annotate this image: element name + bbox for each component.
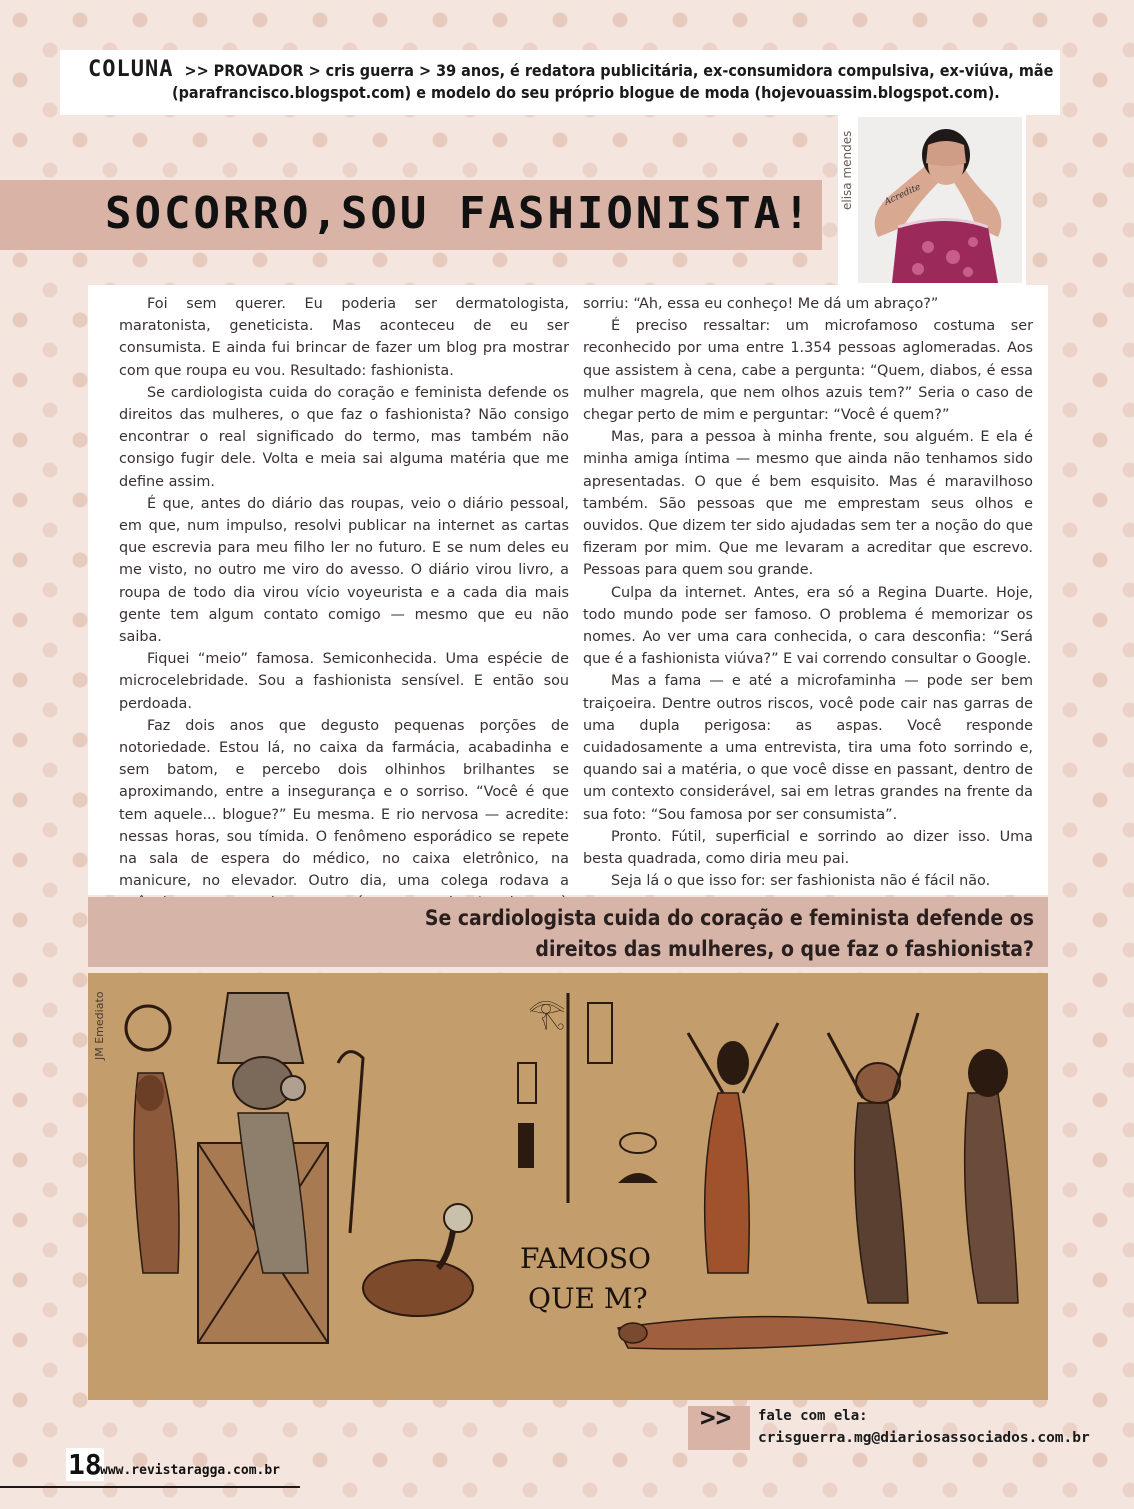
paragraph: É que, antes do diário das roupas, veio o diário pessoal, em que, num impulso, resolvi publicar na internet as cartas que escrevia para meu filho ler no futuro. E se num deles eu me visto, no outro me viro do avesso. O diário virou livro, a roupa de todo dia virou vício voyeurista e a cada dia mais gente tem algum contato comigo — mesmo que eu não saiba. xyxy=(119,495,569,646)
subsection-label: PROVADOR xyxy=(213,61,304,80)
paragraph: Foi sem querer. Eu poderia ser dermatologista, maratonista, geneticista. Mas aconteceu de eu ser consumista. E ainda fui brincar de fazer um blog pra mostrar com que roupa eu vou. Resultado: fashionista. xyxy=(119,296,569,379)
paragraph: Se cardiologista cuida do coração e feminista defende os direitos das mulheres, o que faz o fashionista? Não consigo encontrar o real significado do termo, mas também não consigo fugir dele. Volta e meia sai alguma matéria que me define assim. xyxy=(119,384,569,490)
photo-credit: elisa mendes xyxy=(840,130,854,210)
paragraph: Seja lá o que isso for: ser fashionista não é fácil não. xyxy=(611,873,991,890)
article-title: SOCORRO,SOU FASHIONISTA! xyxy=(105,188,813,239)
paragraph: É preciso ressaltar: um microfamoso costuma ser reconhecido por uma entre 1.354 pessoas aglomeradas. Aos que assistem à cena, cabe a pergunta: “Quem, diabos, é essa mulher magrela, que nem olhos azuis tem?” Seria o caso de chegar perto de mim e perguntar: “Você é quem?” xyxy=(583,318,1033,424)
column-right xyxy=(583,293,1033,892)
article-body xyxy=(88,285,1048,895)
contact-arrow: >> xyxy=(700,1403,732,1433)
egyptian-illustration xyxy=(88,973,1048,1400)
contact-label: fale com ela: xyxy=(758,1408,868,1424)
paragraph: Mas a fama — e até a microfaminha — pode ser bem traiçoeira. Dentre outros riscos, você pode cair nas garras de uma dupla perigosa: as aspas. Você responde cuidadosamente a uma entrevista, tira uma foto sorrindo e, quando sai a matéria, o que você disse en passant, dentro de um contexto considerável, sai em letras grandes na frente da sua foto: “Sou famosa por ser consumista”. xyxy=(583,673,1033,823)
paragraph: Faz dois anos que degusto pequenas porções de notoriedade. Estou lá, no caixa da farmácia, acabadinha e sem batom, e percebo dois olhinhos brilhantes se aproximando, entre a insegurança e o sorriso. “Você é que tem aquele... blogue?” Eu mesma. E rio nervosa — acredite: nessas horas, sou tímida. O fenômeno esporádico se repete na sala de espera do médico, no caixa eletrônico, na manicure, no elevador. Outro dia, uma colega rodava a xyxy=(119,717,569,890)
author-bio-line2: (parafrancisco.blogspot.com) e modelo do seu próprio blogue de moda (hojevouassim.blogspot.com). xyxy=(172,83,1000,102)
paragraph: Culpa da internet. Antes, era só a Regina Duarte. Hoje, todo mundo pode ser famoso. O problema é memorizar os nomes. Ao ver uma cara conhecida, o cara desconfia: “Será que é a fashionista viúva?” E vai correndo consultar o Google. xyxy=(583,584,1033,668)
paragraph: sorriu: “Ah, essa eu conheço! Me dá um abraço?” xyxy=(583,296,939,312)
author-photo xyxy=(858,117,1022,283)
illustration-credit: JM Emediato xyxy=(93,991,106,1060)
pull-quote: Se cardiologista cuida do coração e feminista defende os direitos das mulheres, o que faz o fashionista? xyxy=(424,906,1034,961)
column-left xyxy=(119,293,569,937)
column-header xyxy=(60,50,1060,115)
author-bio-line1: 39 anos, é redatora publicitária, ex-consumidora compulsiva, ex-viúva, mãe xyxy=(436,61,1054,80)
page-number: 18 xyxy=(68,1448,102,1481)
svg-text:𓂀: 𓂀 xyxy=(528,996,566,1031)
site-url[interactable]: www.revistaragga.com.br xyxy=(100,1463,281,1478)
illustration-text-line2: QUE M? xyxy=(528,1282,648,1315)
author-name: cris guerra xyxy=(325,61,415,80)
header-separator: > xyxy=(419,61,432,80)
contact-email-link[interactable]: crisguerra.mg@diariosassociados.com.br xyxy=(758,1430,1090,1446)
tattoo-text: Acredite xyxy=(883,182,923,208)
paragraph: Mas, para a pessoa à minha frente, sou alguém. E ela é minha amiga íntima — mesmo que ainda não tenhamos sido apresentadas. O que é bem esquisito. Mas é maravilhoso também. São pessoas que me emprestam seus olhos e ouvidos. Que dizem ter sido ajudadas sem ter a noção do que fizeram por mim. Que me levaram a acreditar que escrevo. Pessoas para quem sou grande. xyxy=(583,429,1033,579)
illustration-text-line1: FAMOSO xyxy=(520,1242,651,1275)
section-label: COLUNA xyxy=(88,57,174,82)
paragraph: Pronto. Fútil, superficial e sorrindo ao dizer isso. Uma besta quadrada, como diria meu pai. xyxy=(583,828,1033,868)
paragraph: Fiquei “meio” famosa. Semiconhecida. Uma espécie de microcelebridade. Sou a fashionista sensível. E então sou perdoada. xyxy=(119,651,569,712)
header-separator: >> xyxy=(184,61,209,80)
footer-rule xyxy=(0,1486,300,1488)
header-separator: > xyxy=(308,61,321,80)
